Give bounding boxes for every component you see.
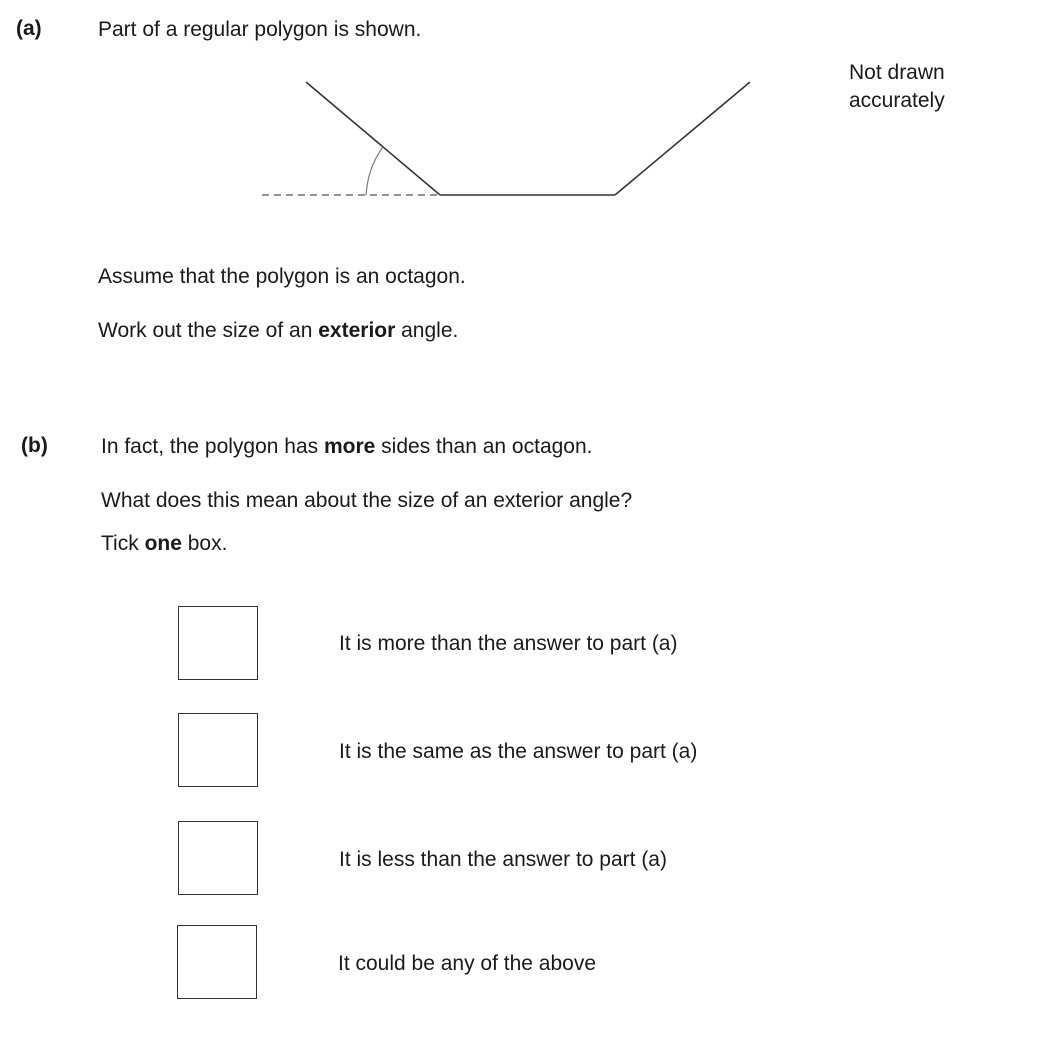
tick-instruction-bold: one — [144, 532, 182, 555]
tick-instruction — [101, 531, 227, 556]
tick-instruction-pre: Tick — [101, 532, 145, 555]
option-1-label: It is more than the answer to part (a) — [339, 632, 678, 655]
polygon-edge-right — [615, 82, 750, 195]
not-drawn-note-line1: Not drawn — [849, 61, 945, 84]
assume-text: Assume that the polygon is an octagon. — [98, 265, 466, 288]
part-b-question: What does this mean about the size of an exterior angle? — [101, 489, 633, 512]
tick-instruction-post: box. — [181, 532, 228, 555]
part-a-prompt: Part of a regular polygon is shown. — [98, 18, 422, 41]
option-3-checkbox[interactable] — [178, 821, 258, 895]
exterior-angle-arc — [366, 147, 383, 195]
polygon-edge-left — [306, 82, 440, 195]
polygon-diagram — [0, 0, 1046, 260]
part-a-question-post: angle. — [395, 319, 459, 342]
option-1-checkbox[interactable] — [178, 606, 258, 680]
option-2-checkbox[interactable] — [178, 713, 258, 787]
part-a-question-pre: Work out the size of an — [98, 319, 319, 342]
option-4-checkbox[interactable] — [177, 925, 257, 999]
part-b-fact-bold: more — [323, 435, 376, 458]
part-b-fact — [101, 434, 593, 459]
part-a-label: (a) — [16, 17, 42, 40]
option-3-label: It is less than the answer to part (a) — [339, 848, 667, 871]
not-drawn-note-line2: accurately — [849, 89, 945, 112]
part-b-label: (b) — [21, 434, 48, 457]
part-b-fact-post: sides than an octagon. — [375, 435, 593, 458]
option-2-label: It is the same as the answer to part (a) — [339, 740, 698, 763]
part-b-fact-pre: In fact, the polygon has — [101, 435, 324, 458]
part-a-question — [98, 318, 458, 343]
part-a-question-bold: exterior — [318, 319, 396, 342]
option-4-label: It could be any of the above — [338, 952, 597, 975]
